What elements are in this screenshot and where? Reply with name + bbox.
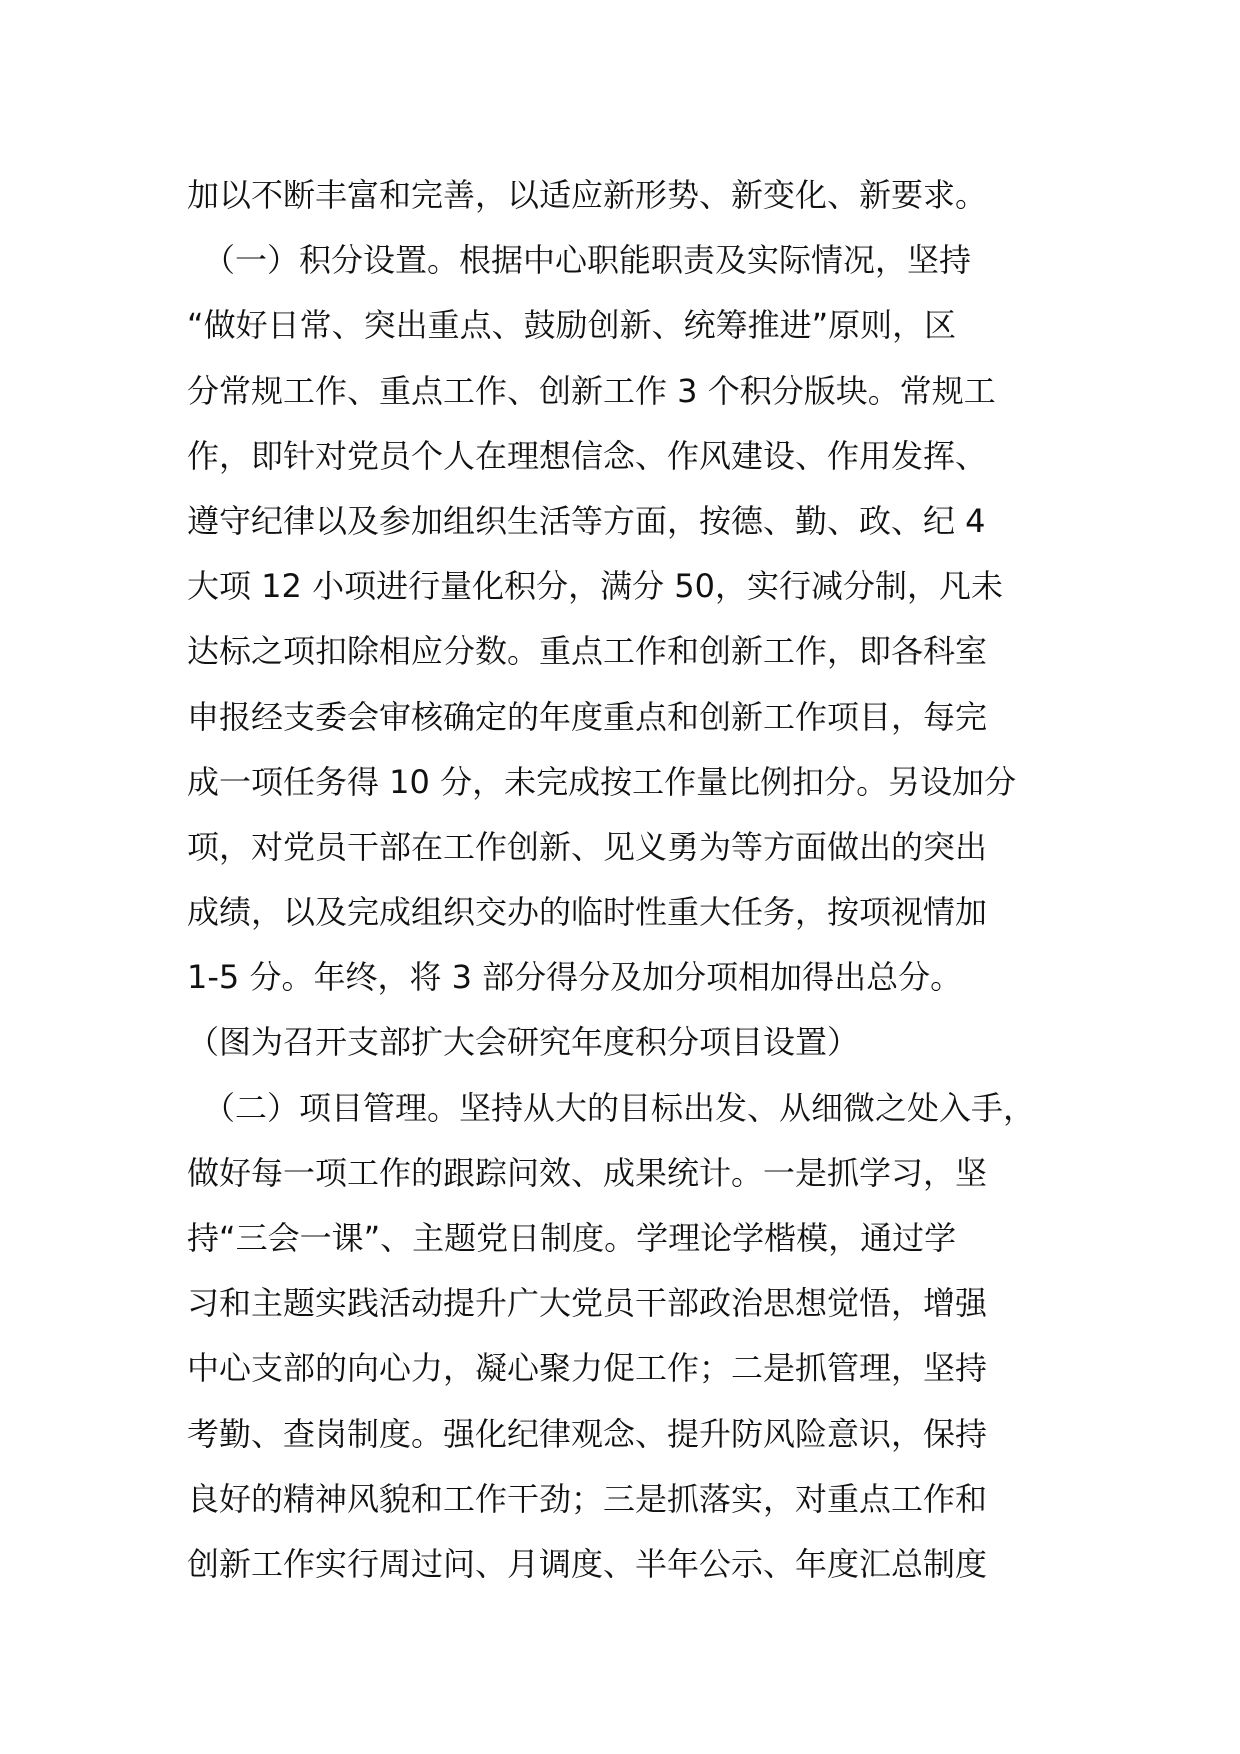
body-text (187, 163, 1087, 1597)
text-line-10: 成一项任务得 10 分，未完成按工作量比例扣分。另设加分 (187, 762, 1017, 801)
text-line-9: 申报经支委会审核确定的年度重点和创新工作项目，每完 (187, 697, 988, 736)
text-line-21: 良好的精神风貌和工作干劲；三是抓落实，对重点工作和 (187, 1479, 988, 1518)
text-line-11: 项，对党员干部在工作创新、见义勇为等方面做出的突出 (187, 827, 988, 866)
text-line-1: 加以不断丰富和完善，以适应新形势、新变化、新要求。 (187, 176, 988, 214)
text-line-20: 考勤、查岗制度。强化纪律观念、提升防风险意识，保持 (187, 1414, 988, 1453)
text-line-18: 习和主题实践活动提升广大党员干部政治思想觉悟，增强 (187, 1284, 988, 1323)
text-line-5: 作，即针对党员个人在理想信念、作风建设、作用发挥、 (187, 436, 988, 475)
text-line-17: 持“三会一课”、主题党日制度。学理论学楷模，通过学 (187, 1219, 957, 1257)
figure-caption: （图为召开支部扩大会研究年度积分项目设置） (187, 1023, 860, 1062)
text-line-22: 创新工作实行周过问、月调度、半年公示、年度汇总制度 (187, 1544, 988, 1583)
text-line-8: 达标之项扣除相应分数。重点工作和创新工作，即各科室 (187, 632, 988, 671)
text-line-16: 做好每一项工作的跟踪问效、成果统计。一是抓学习，坚 (187, 1153, 988, 1192)
text-line-13: 1-5 分。年终，将 3 部分得分及加分项相加得出总分。 (187, 958, 963, 997)
text-line-2: （一）积分设置。根据中心职能职责及实际情况，坚持 (187, 241, 972, 280)
text-line-15: （二）项目管理。坚持从大的目标出发、从细微之处入手， (187, 1088, 1036, 1127)
text-line-3: “做好日常、突出重点、鼓励创新、统筹推进”原则，区 (187, 306, 957, 345)
text-line-7: 大项 12 小项进行量化积分，满分 50，实行减分制，凡未 (187, 567, 1003, 606)
text-line-4: 分常规工作、重点工作、创新工作 3 个积分版块。常规工 (187, 371, 996, 410)
text-line-12: 成绩，以及完成组织交办的临时性重大任务，按项视情加 (187, 893, 988, 932)
text-line-19: 中心支部的向心力，凝心聚力促工作；二是抓管理，坚持 (187, 1349, 988, 1388)
text-line-6: 遵守纪律以及参加组织生活等方面，按德、勤、政、纪 4 (187, 501, 986, 540)
